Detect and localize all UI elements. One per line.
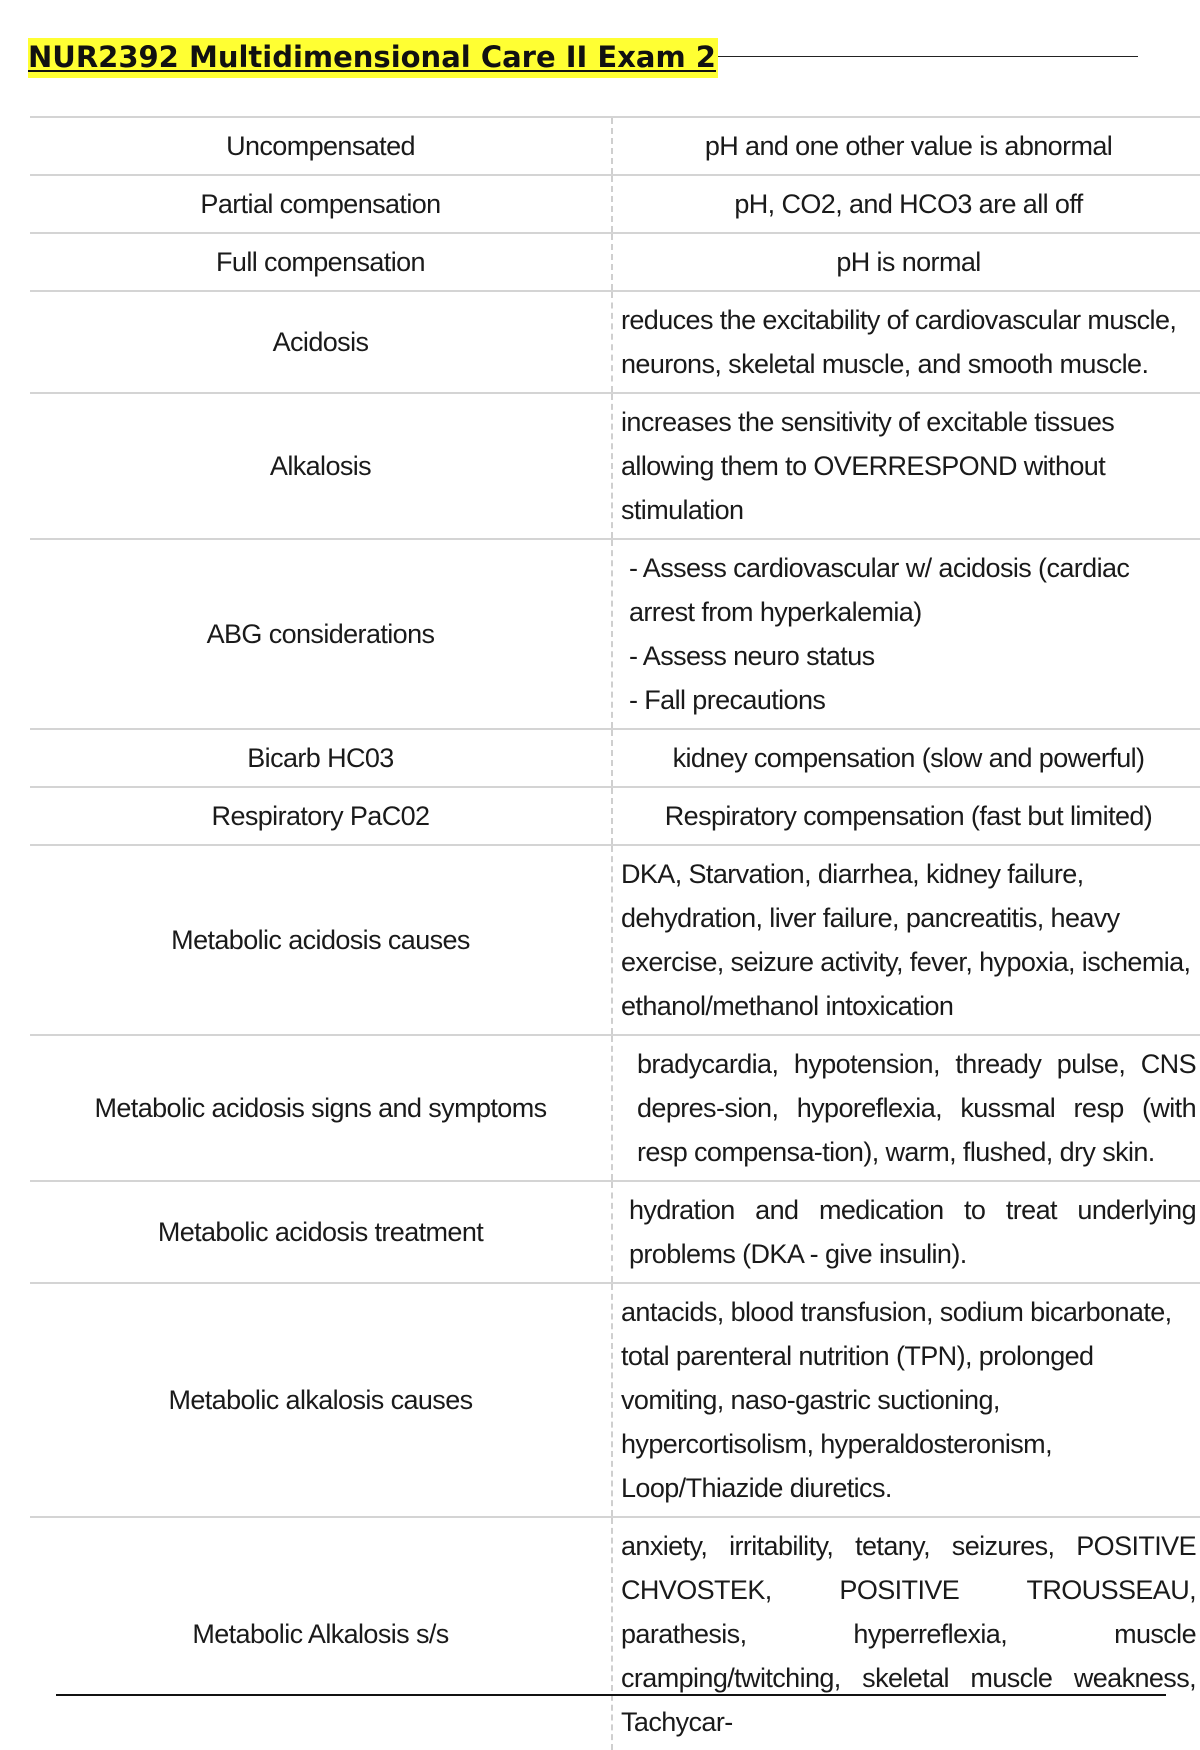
bullet-item: - Assess cardiovascular w/ acidosis (cardiac arrest from hyperkalemia)	[629, 553, 1130, 627]
definition-cell: pH is normal	[836, 247, 981, 277]
definition-cell: pH, CO2, and HCO3 are all off	[734, 189, 1083, 219]
definition-cell: kidney compensation (slow and powerful)	[672, 743, 1145, 773]
term-cell: Metabolic acidosis treatment	[30, 1181, 612, 1283]
table-row	[30, 729, 1200, 787]
table-row	[30, 1181, 1200, 1283]
table-row	[30, 291, 1200, 393]
table-row	[30, 175, 1200, 233]
table-row	[30, 1035, 1200, 1181]
table-row	[30, 117, 1200, 175]
term-cell: Acidosis	[30, 291, 612, 393]
table-row	[30, 233, 1200, 291]
term-cell: Partial compensation	[30, 175, 612, 233]
definition-cell: increases the sensitivity of excitable tissues allowing them to OVERRESPOND without stimulation	[621, 407, 1115, 525]
definition-cell: DKA, Starvation, diarrhea, kidney failure, dehydration, liver failure, pancreatitis, heavy exercise, seizure activity, fever, hypoxia, ischemia, ethanol/methanol intoxication	[621, 859, 1191, 1021]
term-cell: Metabolic Alkalosis s/s	[30, 1517, 612, 1750]
definition-cell: bradycardia, hypotension, thready pulse, CNS depres-sion, hyporeflexia, kussmal resp (with resp compensa-tion), warm, flushed, dry skin.	[637, 1049, 1196, 1167]
table-row	[30, 1517, 1200, 1750]
term-cell: ABG considerations	[30, 539, 612, 729]
bullet-item: - Fall precautions	[629, 685, 826, 715]
term-cell: Alkalosis	[30, 393, 612, 539]
term-cell: Metabolic acidosis causes	[30, 845, 612, 1035]
definition-cell: hydration and medication to treat underlying problems (DKA - give insulin).	[629, 1195, 1196, 1269]
definition-cell: antacids, blood transfusion, sodium bicarbonate, total parenteral nutrition (TPN), prolonged vomiting, naso-gastric suctioning, hypercortisolism, hyperaldosteronism, Loop/Thiazide diuretics.	[621, 1297, 1172, 1503]
footer-rule	[56, 1694, 1166, 1696]
definition-cell	[612, 539, 1200, 729]
table-row	[30, 845, 1200, 1035]
table-row	[30, 787, 1200, 845]
term-cell: Bicarb HC03	[30, 729, 612, 787]
term-cell: Respiratory PaC02	[30, 787, 612, 845]
definition-cell: anxiety, irritability, tetany, seizures, POSITIVE CHVOSTEK, POSITIVE TROUSSEAU, parathesis, hyperreflexia, muscle cramping/twitching, skeletal muscle weakness, Tachycar-	[621, 1531, 1196, 1737]
term-cell: Uncompensated	[30, 117, 612, 175]
definition-cell: reduces the excitability of cardiovascular muscle, neurons, skeletal muscle, and smooth muscle.	[621, 305, 1177, 379]
table-row	[30, 393, 1200, 539]
term-cell: Metabolic alkalosis causes	[30, 1283, 612, 1517]
document-title: NUR2392 Multidimensional Care II Exam 2	[28, 38, 718, 78]
table-row	[30, 1283, 1200, 1517]
definition-cell: pH and one other value is abnormal	[704, 131, 1113, 161]
definition-cell: Respiratory compensation (fast but limited)	[664, 801, 1153, 831]
term-cell: Full compensation	[30, 233, 612, 291]
table-row	[30, 539, 1200, 729]
study-table	[30, 116, 1200, 1750]
bullet-item: - Assess neuro status	[629, 641, 875, 671]
term-cell: Metabolic acidosis signs and symptoms	[30, 1035, 612, 1181]
document-header	[28, 32, 1138, 84]
